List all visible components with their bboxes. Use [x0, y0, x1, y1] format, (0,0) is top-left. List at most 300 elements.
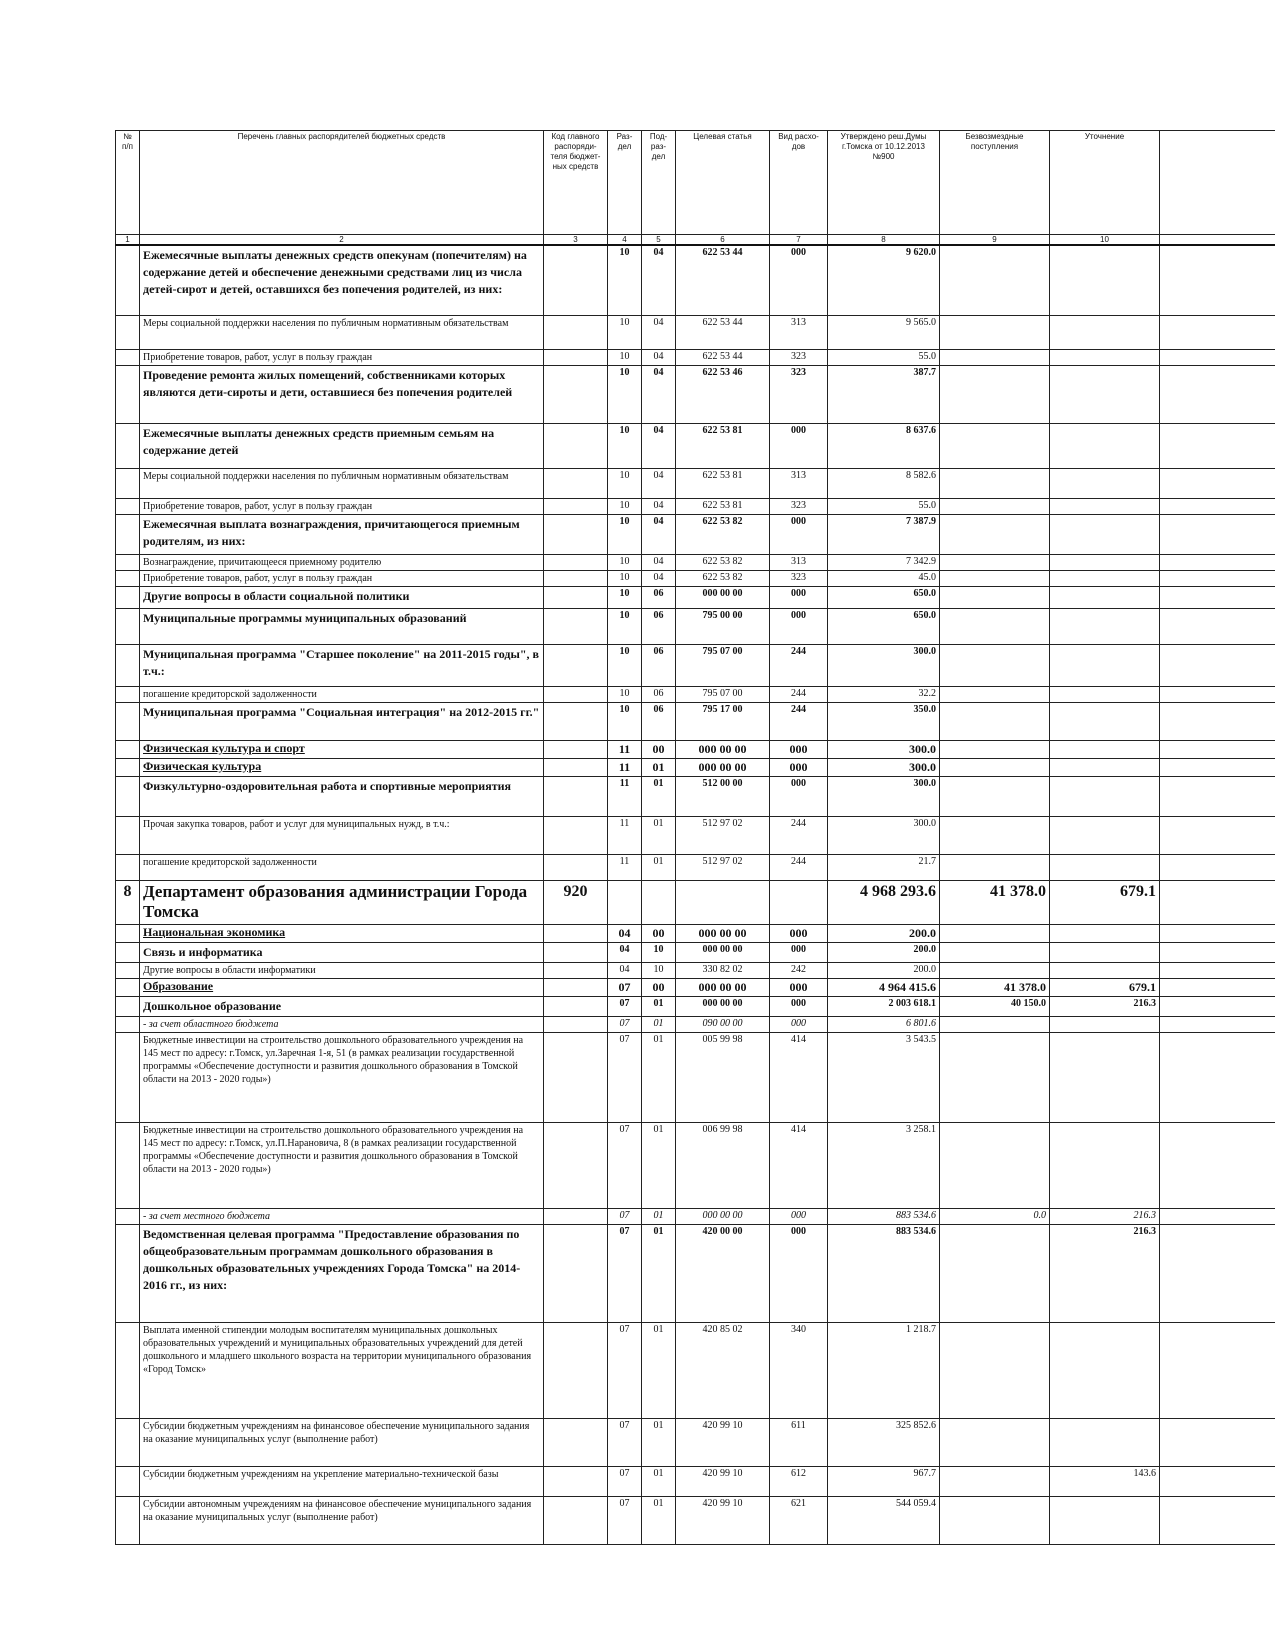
row-extra — [1160, 1418, 1275, 1466]
row-extra — [1160, 468, 1275, 498]
row-utoch — [1050, 1122, 1160, 1208]
table-row — [116, 702, 1275, 740]
row-podrazdel: 06 — [642, 686, 676, 702]
row-name: Другие вопросы в области информатики — [140, 962, 544, 978]
table-row — [116, 996, 1275, 1016]
col-header-kod: Код главного распоряди- теля бюджет- ных средств — [544, 131, 608, 235]
row-kod — [544, 608, 608, 644]
row-bezvozm — [940, 245, 1050, 315]
row-amount: 2 003 618.1 — [828, 996, 940, 1016]
row-podrazdel: 01 — [642, 1224, 676, 1322]
colnum: 2 — [140, 235, 544, 246]
row-utoch — [1050, 758, 1160, 776]
row-podrazdel: 01 — [642, 996, 676, 1016]
row-utoch — [1050, 570, 1160, 586]
row-razdel: 07 — [608, 1496, 642, 1544]
row-bezvozm — [940, 740, 1050, 758]
row-num — [116, 423, 140, 468]
row-name: Связь и информатика — [140, 942, 544, 962]
row-kod — [544, 758, 608, 776]
row-extra — [1160, 423, 1275, 468]
col-header-podrazdel: Под- раз- дел — [642, 131, 676, 235]
row-razdel: 04 — [608, 942, 642, 962]
row-utoch — [1050, 924, 1160, 942]
row-razdel: 10 — [608, 608, 642, 644]
row-bezvozm — [940, 776, 1050, 816]
row-bezvozm — [940, 365, 1050, 423]
row-vr: 313 — [770, 315, 828, 349]
colnum: 5 — [642, 235, 676, 246]
row-num — [116, 468, 140, 498]
row-kod — [544, 1016, 608, 1032]
row-utoch — [1050, 498, 1160, 514]
row-cs: 622 53 82 — [676, 554, 770, 570]
row-cs: 090 00 00 — [676, 1016, 770, 1032]
row-cs: 795 07 00 — [676, 644, 770, 686]
row-amount: 387.7 — [828, 365, 940, 423]
row-vr: 621 — [770, 1496, 828, 1544]
row-razdel: 07 — [608, 1016, 642, 1032]
row-vr: 414 — [770, 1032, 828, 1122]
row-kod — [544, 1032, 608, 1122]
row-extra — [1160, 686, 1275, 702]
row-bezvozm — [940, 816, 1050, 854]
row-vr: 612 — [770, 1466, 828, 1496]
row-bezvozm — [940, 702, 1050, 740]
row-kod — [544, 498, 608, 514]
row-vr: 244 — [770, 644, 828, 686]
row-razdel: 10 — [608, 702, 642, 740]
row-vr: 313 — [770, 468, 828, 498]
row-num — [116, 1418, 140, 1466]
row-vr: 244 — [770, 702, 828, 740]
row-name: Ежемесячные выплаты денежных средств опекунам (попечителям) на содержание детей и обеспечение денежными средствами лиц из числа детей-сирот и детей, оставшихся без попечения родителей, из них: — [140, 245, 544, 315]
row-bezvozm — [940, 962, 1050, 978]
row-podrazdel: 04 — [642, 349, 676, 365]
row-num: 8 — [116, 880, 140, 924]
colnum — [1160, 235, 1275, 246]
row-utoch: 679.1 — [1050, 978, 1160, 996]
colnum: 7 — [770, 235, 828, 246]
row-podrazdel: 04 — [642, 315, 676, 349]
table-row — [116, 586, 1275, 608]
row-bezvozm — [940, 1224, 1050, 1322]
row-name: Бюджетные инвестиции на строительство дошкольного образовательного учреждения на 145 мест по адресу: г.Томск, ул.Заречная 1-я, 51 (в рамках реализации государственной программы «Обеспечение доступности и развития дошкольного образования в Томской области на 2013 - 2020 годы») — [140, 1032, 544, 1122]
table-row — [116, 1466, 1275, 1496]
row-vr: 000 — [770, 978, 828, 996]
row-cs: 795 07 00 — [676, 686, 770, 702]
row-amount: 3 543.5 — [828, 1032, 940, 1122]
row-razdel: 10 — [608, 514, 642, 554]
row-vr: 000 — [770, 924, 828, 942]
row-extra — [1160, 1122, 1275, 1208]
row-bezvozm — [940, 423, 1050, 468]
row-amount: 21.7 — [828, 854, 940, 880]
row-podrazdel: 06 — [642, 644, 676, 686]
row-bezvozm: 0.0 — [940, 1208, 1050, 1224]
table-row — [116, 816, 1275, 854]
row-podrazdel: 10 — [642, 942, 676, 962]
row-num — [116, 1322, 140, 1418]
row-vr: 244 — [770, 686, 828, 702]
row-bezvozm — [940, 1016, 1050, 1032]
row-amount: 650.0 — [828, 608, 940, 644]
row-cs: 622 53 82 — [676, 570, 770, 586]
row-utoch — [1050, 962, 1160, 978]
row-kod — [544, 1322, 608, 1418]
row-amount: 650.0 — [828, 586, 940, 608]
row-podrazdel: 01 — [642, 1122, 676, 1208]
row-kod — [544, 942, 608, 962]
row-num — [116, 586, 140, 608]
col-header-extra — [1160, 131, 1275, 235]
table-row — [116, 1032, 1275, 1122]
row-bezvozm — [940, 1466, 1050, 1496]
row-razdel: 10 — [608, 468, 642, 498]
row-podrazdel: 00 — [642, 978, 676, 996]
row-podrazdel: 04 — [642, 514, 676, 554]
row-num — [116, 962, 140, 978]
row-extra — [1160, 608, 1275, 644]
table-row — [116, 942, 1275, 962]
table-row — [116, 1322, 1275, 1418]
row-extra — [1160, 776, 1275, 816]
row-razdel: 10 — [608, 498, 642, 514]
row-razdel: 10 — [608, 554, 642, 570]
row-cs: 420 85 02 — [676, 1322, 770, 1418]
table-row — [116, 608, 1275, 644]
row-kod — [544, 1208, 608, 1224]
row-podrazdel: 01 — [642, 776, 676, 816]
row-num — [116, 740, 140, 758]
row-utoch: 216.3 — [1050, 996, 1160, 1016]
row-cs: 005 99 98 — [676, 1032, 770, 1122]
row-kod — [544, 1224, 608, 1322]
row-cs: 000 00 00 — [676, 586, 770, 608]
row-vr: 340 — [770, 1322, 828, 1418]
row-amount: 883 534.6 — [828, 1208, 940, 1224]
row-podrazdel: 00 — [642, 924, 676, 942]
row-name: Физическая культура — [140, 758, 544, 776]
row-extra — [1160, 644, 1275, 686]
row-extra — [1160, 702, 1275, 740]
row-cs: 420 99 10 — [676, 1418, 770, 1466]
row-podrazdel: 06 — [642, 702, 676, 740]
row-podrazdel: 01 — [642, 758, 676, 776]
row-extra — [1160, 586, 1275, 608]
row-podrazdel: 04 — [642, 498, 676, 514]
row-cs: 006 99 98 — [676, 1122, 770, 1208]
row-cs: 622 53 82 — [676, 514, 770, 554]
row-cs: 622 53 81 — [676, 423, 770, 468]
row-kod — [544, 854, 608, 880]
row-podrazdel: 06 — [642, 586, 676, 608]
row-bezvozm — [940, 586, 1050, 608]
row-razdel — [608, 880, 642, 924]
row-cs: 000 00 00 — [676, 996, 770, 1016]
row-bezvozm: 40 150.0 — [940, 996, 1050, 1016]
row-kod — [544, 1122, 608, 1208]
row-razdel: 04 — [608, 962, 642, 978]
row-vr: 000 — [770, 1016, 828, 1032]
row-amount: 300.0 — [828, 740, 940, 758]
row-utoch — [1050, 776, 1160, 816]
row-razdel: 10 — [608, 586, 642, 608]
row-vr: 244 — [770, 816, 828, 854]
table-row — [116, 245, 1275, 315]
row-razdel: 07 — [608, 978, 642, 996]
row-bezvozm — [940, 1418, 1050, 1466]
row-num — [116, 514, 140, 554]
row-num — [116, 1496, 140, 1544]
row-kod — [544, 468, 608, 498]
row-num — [116, 644, 140, 686]
row-bezvozm — [940, 854, 1050, 880]
table-row — [116, 554, 1275, 570]
row-podrazdel: 01 — [642, 1208, 676, 1224]
row-name: Прочая закупка товаров, работ и услуг для муниципальных нужд, в т.ч.: — [140, 816, 544, 854]
row-kod — [544, 776, 608, 816]
row-name: Муниципальная программа "Социальная интеграция" на 2012-2015 гг." — [140, 702, 544, 740]
colnum: 6 — [676, 235, 770, 246]
row-kod — [544, 1466, 608, 1496]
row-cs: 512 97 02 — [676, 816, 770, 854]
row-kod — [544, 924, 608, 942]
row-vr: 000 — [770, 1224, 828, 1322]
row-utoch — [1050, 554, 1160, 570]
row-num — [116, 315, 140, 349]
row-utoch: 679.1 — [1050, 880, 1160, 924]
table-row — [116, 570, 1275, 586]
row-bezvozm — [940, 468, 1050, 498]
row-kod — [544, 686, 608, 702]
row-name: Субсидии автономным учреждениям на финансовое обеспечение муниципального задания на оказание муниципальных услуг (выполнение работ) — [140, 1496, 544, 1544]
row-cs: 622 53 44 — [676, 245, 770, 315]
row-cs: 000 00 00 — [676, 758, 770, 776]
row-kod — [544, 554, 608, 570]
row-name: Вознаграждение, причитающееся приемному родителю — [140, 554, 544, 570]
row-utoch — [1050, 740, 1160, 758]
colnum: 1 — [116, 235, 140, 246]
row-cs: 622 53 81 — [676, 498, 770, 514]
row-extra — [1160, 1208, 1275, 1224]
row-amount: 300.0 — [828, 816, 940, 854]
row-kod — [544, 996, 608, 1016]
table-row — [116, 1122, 1275, 1208]
row-cs — [676, 880, 770, 924]
row-name: Ежемесячная выплата вознаграждения, причитающегося приемным родителям, из них: — [140, 514, 544, 554]
row-bezvozm — [940, 924, 1050, 942]
row-extra — [1160, 1032, 1275, 1122]
row-amount: 3 258.1 — [828, 1122, 940, 1208]
row-podrazdel: 01 — [642, 1466, 676, 1496]
row-extra — [1160, 498, 1275, 514]
row-num — [116, 758, 140, 776]
row-kod — [544, 514, 608, 554]
row-bezvozm: 41 378.0 — [940, 978, 1050, 996]
row-num — [116, 554, 140, 570]
row-razdel: 10 — [608, 365, 642, 423]
row-cs: 512 00 00 — [676, 776, 770, 816]
row-kod — [544, 315, 608, 349]
row-utoch — [1050, 468, 1160, 498]
row-kod — [544, 570, 608, 586]
row-podrazdel: 01 — [642, 1016, 676, 1032]
row-razdel: 11 — [608, 816, 642, 854]
row-name: Другие вопросы в области социальной политики — [140, 586, 544, 608]
row-razdel: 10 — [608, 686, 642, 702]
row-vr: 323 — [770, 498, 828, 514]
row-extra — [1160, 740, 1275, 758]
row-podrazdel: 04 — [642, 554, 676, 570]
row-amount: 300.0 — [828, 758, 940, 776]
colnum: 9 — [940, 235, 1050, 246]
row-cs: 622 53 44 — [676, 349, 770, 365]
row-amount: 544 059.4 — [828, 1496, 940, 1544]
row-amount: 6 801.6 — [828, 1016, 940, 1032]
row-name: - за счет местного бюджета — [140, 1208, 544, 1224]
row-extra — [1160, 315, 1275, 349]
row-amount: 325 852.6 — [828, 1418, 940, 1466]
row-utoch: 216.3 — [1050, 1224, 1160, 1322]
row-cs: 000 00 00 — [676, 978, 770, 996]
row-name: Образование — [140, 978, 544, 996]
row-cs: 420 99 10 — [676, 1496, 770, 1544]
row-cs: 622 53 44 — [676, 315, 770, 349]
row-utoch: 143.6 — [1050, 1466, 1160, 1496]
row-amount: 55.0 — [828, 349, 940, 365]
row-bezvozm — [940, 514, 1050, 554]
row-name: Субсидии бюджетным учреждениям на финансовое обеспечение муниципального задания на оказание муниципальных услуг (выполнение работ) — [140, 1418, 544, 1466]
row-cs: 622 53 81 — [676, 468, 770, 498]
row-amount: 967.7 — [828, 1466, 940, 1496]
row-name: Бюджетные инвестиции на строительство дошкольного образовательного учреждения на 145 мест по адресу: г.Томск, ул.П.Нарановича, 8 (в рамках реализации государственной программы «Обеспечение доступности и развития дошкольного образования в Томской области на 2013 - 2020 годы») — [140, 1122, 544, 1208]
row-kod — [544, 816, 608, 854]
row-utoch — [1050, 1322, 1160, 1418]
row-cs: 795 17 00 — [676, 702, 770, 740]
row-razdel: 10 — [608, 349, 642, 365]
row-utoch — [1050, 702, 1160, 740]
row-amount: 200.0 — [828, 924, 940, 942]
row-razdel: 07 — [608, 1418, 642, 1466]
row-bezvozm — [940, 315, 1050, 349]
row-num — [116, 996, 140, 1016]
row-vr: 242 — [770, 962, 828, 978]
col-header-name: Перечень главных распорядителей бюджетных средств — [140, 131, 544, 235]
row-extra — [1160, 1496, 1275, 1544]
row-bezvozm — [940, 1032, 1050, 1122]
row-podrazdel: 01 — [642, 1496, 676, 1544]
row-utoch — [1050, 245, 1160, 315]
row-num — [116, 1016, 140, 1032]
row-bezvozm — [940, 1322, 1050, 1418]
row-name: Департамент образования администрации Города Томска — [140, 880, 544, 924]
row-extra — [1160, 365, 1275, 423]
row-num — [116, 245, 140, 315]
row-kod — [544, 644, 608, 686]
table-row — [116, 644, 1275, 686]
row-bezvozm — [940, 1122, 1050, 1208]
row-podrazdel: 06 — [642, 608, 676, 644]
row-podrazdel: 01 — [642, 1032, 676, 1122]
row-amount: 9 620.0 — [828, 245, 940, 315]
table-row — [116, 365, 1275, 423]
row-utoch — [1050, 942, 1160, 962]
row-name: Субсидии бюджетным учреждениям на укрепление материально-технической базы — [140, 1466, 544, 1496]
row-amount: 9 565.0 — [828, 315, 940, 349]
row-razdel: 07 — [608, 1322, 642, 1418]
row-bezvozm — [940, 554, 1050, 570]
row-podrazdel: 04 — [642, 365, 676, 423]
row-vr: 244 — [770, 854, 828, 880]
row-razdel: 11 — [608, 740, 642, 758]
row-podrazdel: 10 — [642, 962, 676, 978]
table-row — [116, 468, 1275, 498]
row-extra — [1160, 942, 1275, 962]
row-kod — [544, 740, 608, 758]
row-bezvozm — [940, 498, 1050, 514]
budget-table — [115, 130, 1275, 1545]
row-name: погашение кредиторской задолженности — [140, 686, 544, 702]
row-podrazdel: 04 — [642, 570, 676, 586]
row-amount: 8 582.6 — [828, 468, 940, 498]
row-amount: 1 218.7 — [828, 1322, 940, 1418]
table-row — [116, 962, 1275, 978]
row-razdel: 11 — [608, 776, 642, 816]
row-cs: 420 99 10 — [676, 1466, 770, 1496]
row-kod: 920 — [544, 880, 608, 924]
row-utoch — [1050, 1016, 1160, 1032]
row-kod — [544, 978, 608, 996]
row-extra — [1160, 514, 1275, 554]
table-row — [116, 315, 1275, 349]
row-kod — [544, 702, 608, 740]
row-razdel: 07 — [608, 1208, 642, 1224]
table-row — [116, 498, 1275, 514]
table-row — [116, 776, 1275, 816]
row-podrazdel: 01 — [642, 1322, 676, 1418]
row-name: Меры социальной поддержки населения по публичным нормативным обязательствам — [140, 468, 544, 498]
row-utoch — [1050, 315, 1160, 349]
row-kod — [544, 349, 608, 365]
table-row — [116, 740, 1275, 758]
row-num — [116, 924, 140, 942]
row-vr: 000 — [770, 996, 828, 1016]
row-vr: 000 — [770, 1208, 828, 1224]
row-razdel: 10 — [608, 245, 642, 315]
row-amount: 4 964 415.6 — [828, 978, 940, 996]
row-num — [116, 1466, 140, 1496]
row-vr: 323 — [770, 570, 828, 586]
row-utoch — [1050, 686, 1160, 702]
row-kod — [544, 423, 608, 468]
row-razdel: 07 — [608, 1466, 642, 1496]
row-razdel: 07 — [608, 996, 642, 1016]
row-extra — [1160, 978, 1275, 996]
row-extra — [1160, 245, 1275, 315]
row-cs: 000 00 00 — [676, 924, 770, 942]
row-num — [116, 498, 140, 514]
row-vr: 323 — [770, 349, 828, 365]
row-amount: 350.0 — [828, 702, 940, 740]
row-name: Дошкольное образование — [140, 996, 544, 1016]
row-utoch — [1050, 349, 1160, 365]
colnum: 4 — [608, 235, 642, 246]
row-podrazdel: 04 — [642, 468, 676, 498]
row-bezvozm — [940, 570, 1050, 586]
row-extra — [1160, 570, 1275, 586]
row-num — [116, 978, 140, 996]
